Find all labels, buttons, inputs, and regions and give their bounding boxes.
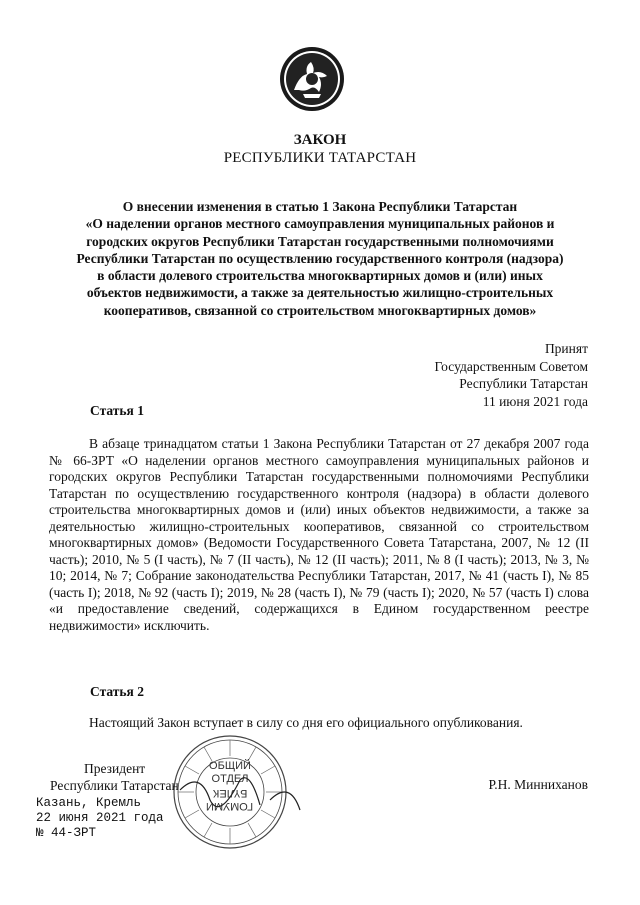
stamp-line: БҮЛЕК — [212, 787, 248, 799]
stamp-line: ОТДЕЛ — [211, 773, 249, 785]
heading-line: О внесении изменения в статью 1 Закона Республики Татарстан — [122, 199, 518, 214]
law-number: № 44-ЗРТ — [36, 826, 97, 840]
heading-line: городских округов Республики Татарстан государственными полномочиями — [86, 233, 554, 249]
place-city: Казань, Кремль — [36, 796, 142, 810]
place-and-date — [36, 796, 164, 841]
place-date: 22 июня 2021 года — [36, 811, 164, 825]
article-2-title: Статья 2 — [90, 684, 144, 699]
adopted-line: Государственным Советом — [434, 358, 588, 374]
heading-line: в области долевого строительства многоквартирных домов и (или) иных — [97, 268, 543, 284]
article-2-text: Настоящий Закон вступает в силу со дня его официального опубликования. — [89, 715, 523, 730]
law-heading — [40, 198, 600, 319]
signer-position: Республики Татарстан — [50, 778, 179, 793]
adopted-line: 11 июня 2021 года — [482, 393, 588, 409]
adopted-line: Принят — [544, 341, 588, 356]
handwritten-signature-icon — [150, 760, 380, 830]
stamp-line: ОБЩИЙ — [209, 760, 251, 772]
signer-name: Р.Н. Минниханов — [488, 777, 588, 792]
signer-position: Президент — [84, 761, 146, 776]
article-1-text: В абзаце тринадцатом статьи 1 Закона Республики Татарстан от 27 декабря 2007 года № 66-ЗРТ «О наделении органов местного самоуправления муниципальных районов и городских округов Республики Татарстан государственными полномочиями Республики Татарстан по осуществлению государственного контроля (надзора) в области долевого строительства многоквартирных домов и (или) иных объектов недвижимости, а также за деятельностью жилищно-строительных кооперативов, связанной со строительством многоквартирных домов» (Ведомости Государственного Совета Татарстана, 2007, № 12 (II часть); 2010, № 5 (I часть), № 7 (II часть), № 12 (II часть); 2011, № 8 (I часть); 2013, № 3, № 10; 2014, № 7; Собрание законодательства Республики Татарстан, 2017, № 41 (часть I), № 85 (часть I); 2018, № 92 (часть I); 2019, № 28 (часть I), № 79 (часть I); 2020, № 57 (часть I) слова «и предоставление сведений, содержащихся в Едином государственном реестре недвижимости» исключить. — [49, 436, 589, 633]
document-subtitle: РЕСПУБЛИКИ ТАТАРСТАН — [223, 150, 417, 166]
heading-line: «О наделении органов местного самоуправления муниципальных районов и — [85, 216, 555, 232]
signer-block — [50, 760, 179, 794]
adoption-block — [435, 340, 588, 410]
adopted-line: Республики Татарстан — [459, 376, 588, 391]
heading-line: Республики Татарстан по осуществлению государственного контроля (надзора) — [76, 250, 564, 266]
article-1-title: Статья 1 — [90, 403, 144, 418]
heading-line: кооперативов, связанной со строительством многоквартирных домов» — [103, 302, 537, 318]
tatarstan-emblem-icon — [279, 46, 345, 112]
stamp-line: ГОМУМИ — [206, 800, 254, 812]
heading-line: объектов недвижимости, а также за деятельностью жилищно-строительных — [86, 285, 554, 301]
document-title: ЗАКОН — [293, 132, 347, 148]
